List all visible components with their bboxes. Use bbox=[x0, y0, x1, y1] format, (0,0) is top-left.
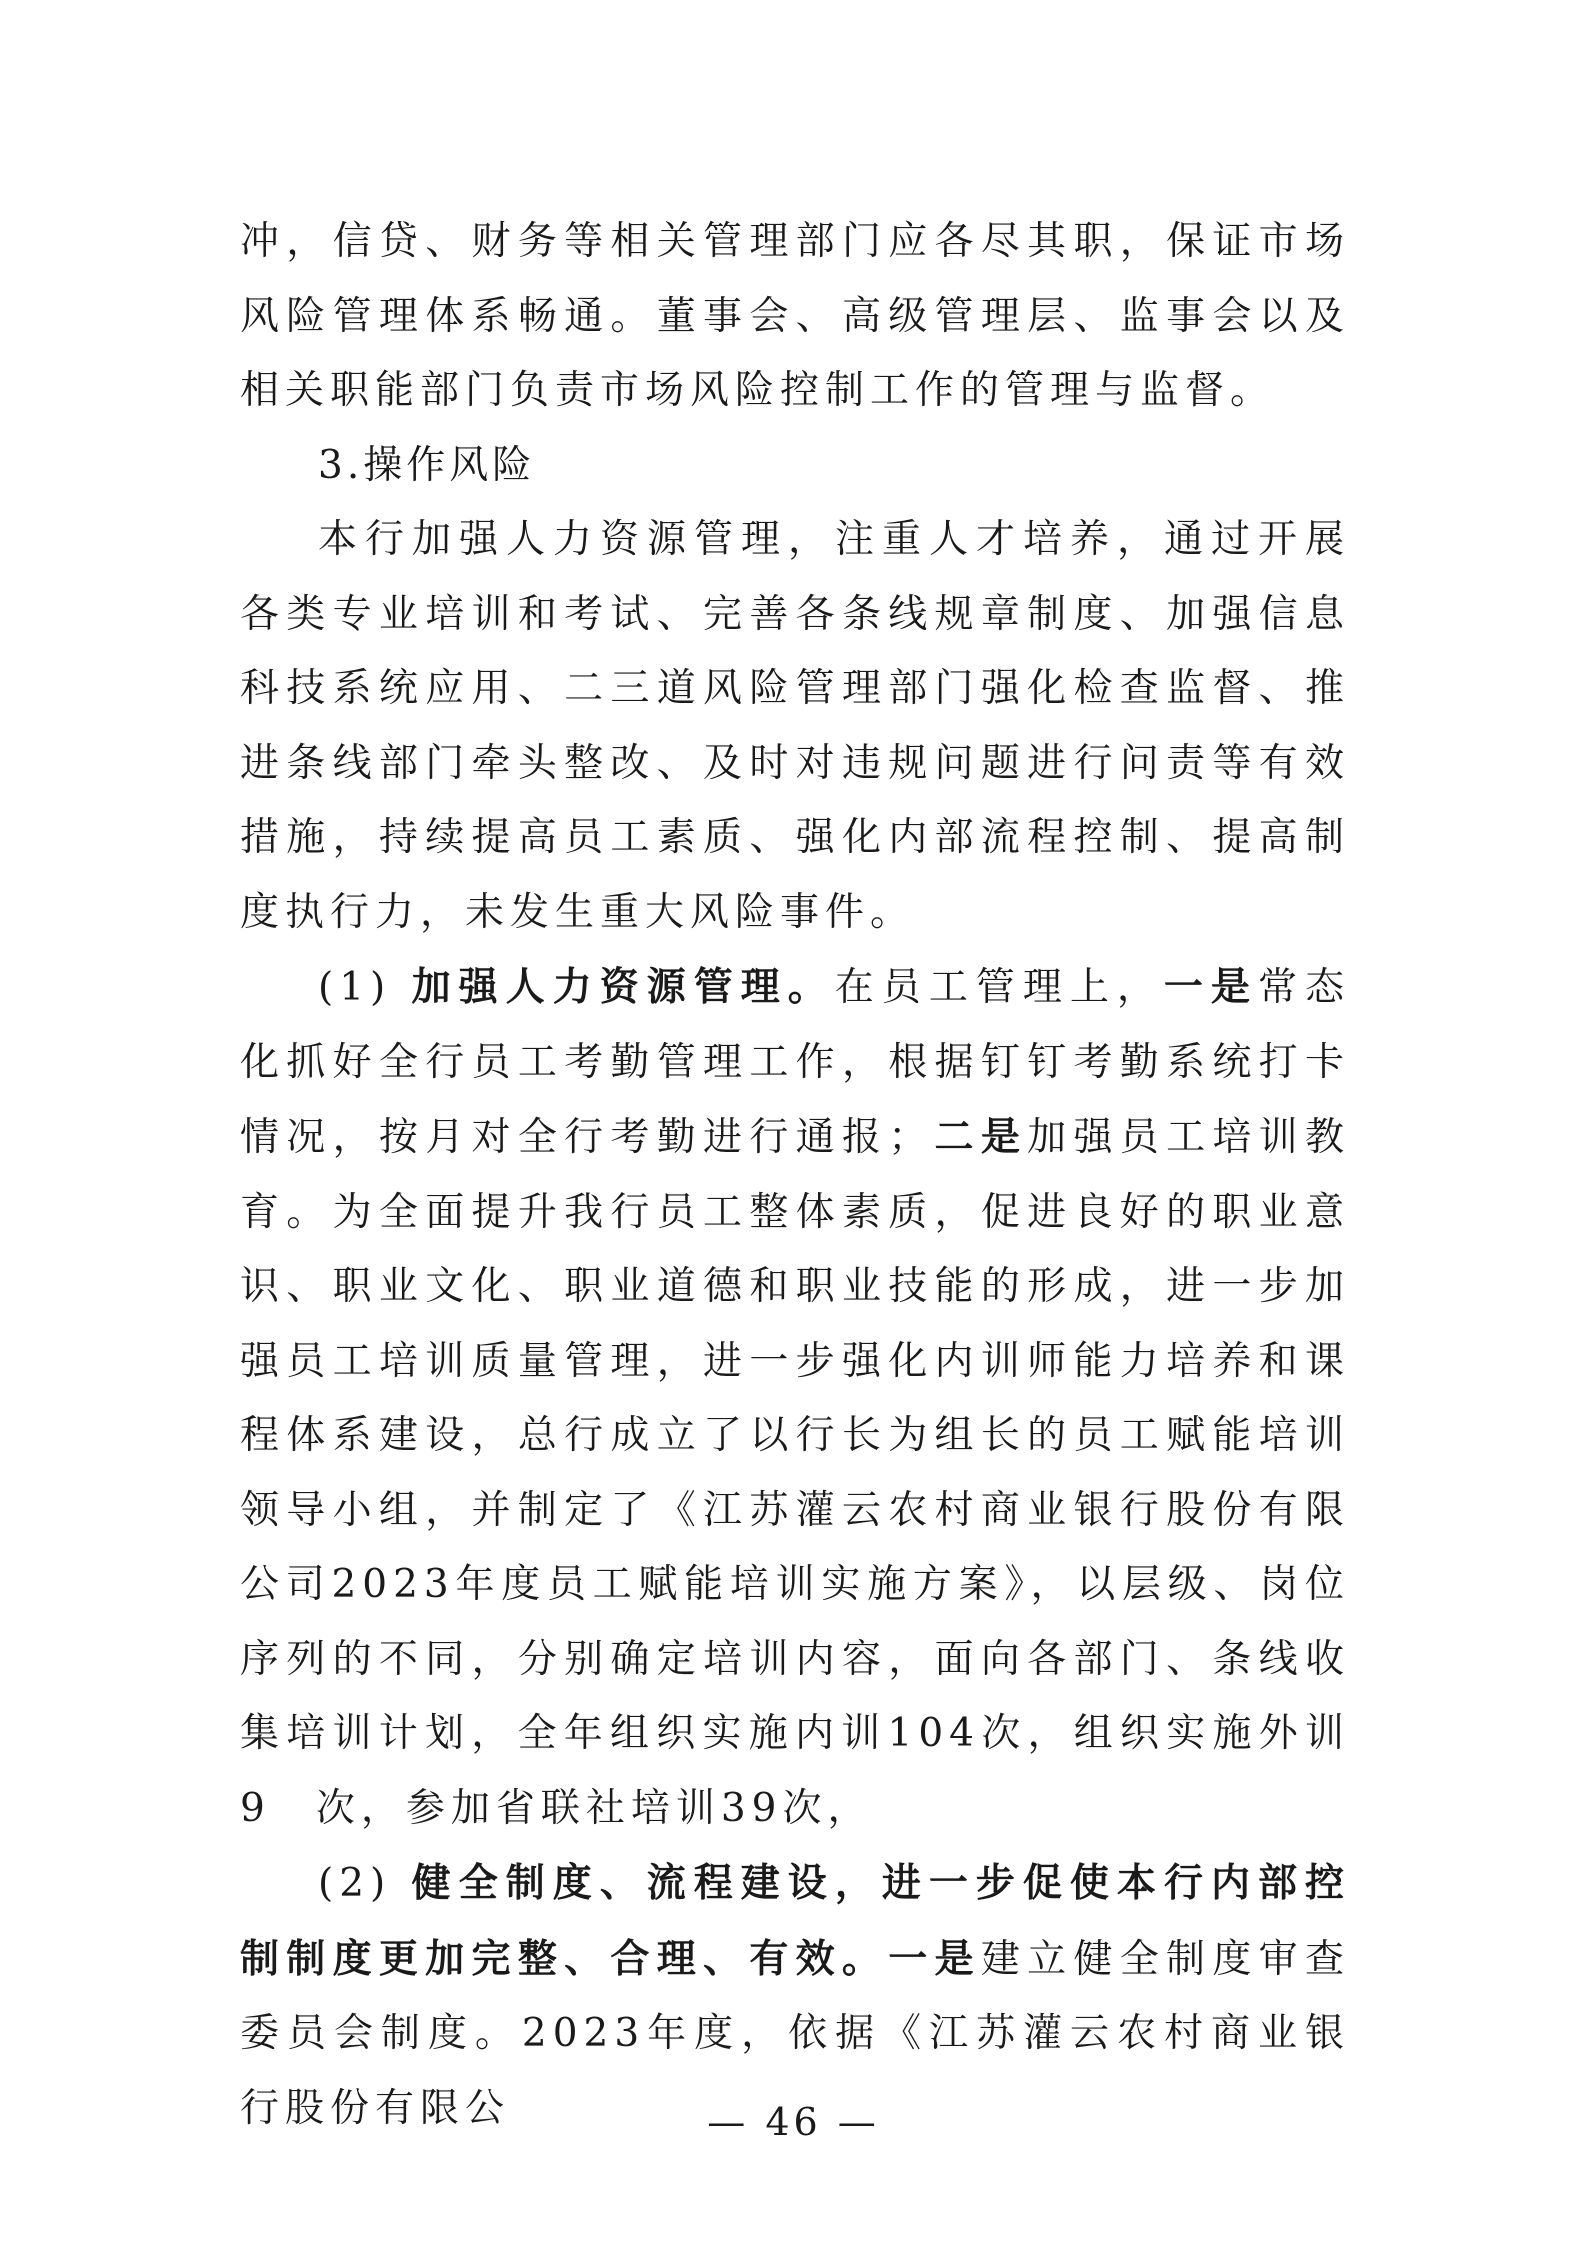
item-point-one: 一是 bbox=[888, 1935, 981, 1982]
item-marker: (2) bbox=[318, 1861, 412, 1906]
paragraph-market-risk-continued: 冲，信贷、财务等相关管理部门应各尽其职，保证市场风险管理体系畅通。董事会、高级管理层、监事会以及相关职能部门负责市场风险控制工作的管理与监督。 bbox=[240, 219, 1350, 413]
item-marker: (1) bbox=[318, 965, 412, 1010]
paragraph-operational-risk-intro: 本行加强人力资源管理，注重人才培养，通过开展各类专业培训和考试、完善各条线规章制度、加强信息科技系统应用、二三道风险管理部门强化检查监督、推进条线部门牵头整改、及时对违规问题进行问责等有效措施，持续提高员工素质、强化内部流程控制、提高制度执行力，未发生重大风险事件。 bbox=[240, 517, 1350, 935]
item-point-two: 二是 bbox=[933, 1114, 1028, 1160]
item-title: 加强人力资源管理。 bbox=[411, 964, 835, 1010]
item-text: 建立健全制度审查委员会制度。2023年度，依据《江苏灌云农村商业银行股份有限公 bbox=[240, 1936, 1350, 2131]
paragraph-hr-management bbox=[240, 950, 1350, 1846]
section-heading-operational-risk: 3.操作风险 bbox=[318, 442, 536, 488]
item-text: 在员工管理上， bbox=[834, 965, 1164, 1010]
item-text: 常态化抓好全行员工考勤管理工作，根据钉钉考勤系统打卡情况，按月对全行考勤进行通报； bbox=[240, 965, 1350, 1160]
item-text: 加强员工培训教育。为全面提升我行员工整体素质，促进良好的职业意识、职业文化、职业道德和职业技能的形成，进一步加强员工培训质量管理，进一步强化内训师能力培养和课程体系建设，总行成立了以行长为组长的员工赋能培训领导小组，并制定了《江苏灌云农村商业银行股份有限公司2023年度员工赋能培训实施方案》，以层级、岗位序列的不同，分别确定培训内容，面向各部门、条线收集培训计划，全年组织实施内训104次，组织实施外训9 次，参加省联社培训39次， bbox=[240, 1115, 1350, 1831]
body-text bbox=[240, 205, 1350, 2146]
item-title: 健全制度、流程建设，进一步促使本行内部控制制度更加完整、合理、有效。 bbox=[240, 1860, 1350, 1982]
page-number: — 46 — bbox=[707, 2100, 880, 2144]
item-point-one: 一是 bbox=[1163, 964, 1258, 1010]
